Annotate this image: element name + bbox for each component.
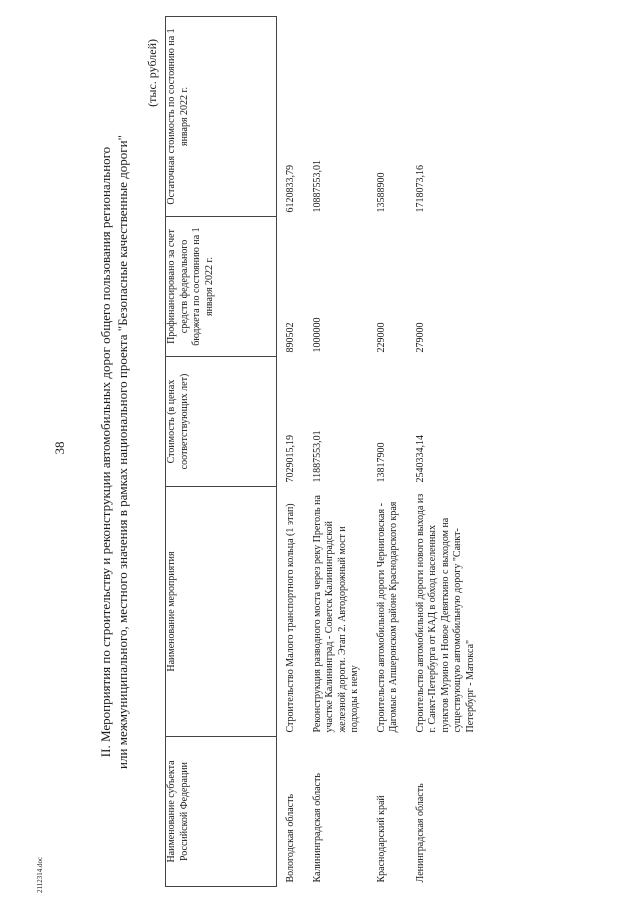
header-region: Наименование субъекта Российской Федерации — [166, 737, 277, 887]
rotated-content — [85, 17, 555, 887]
heading-line-1: II. Мероприятия по строительству и реконструкции автомобильных дорог общего пользования регионального — [98, 146, 113, 758]
cell-financed: 279000 — [414, 322, 426, 353]
table-header-row — [166, 17, 277, 887]
cell-region: Ленинградская область — [414, 783, 426, 883]
cell-cost: 2540334,14 — [414, 435, 426, 483]
events-table — [165, 16, 483, 887]
cell-cost: 11887553,01 — [311, 430, 323, 483]
heading-line-2: или межмуниципального, местного значения в рамках национального проекта "Безопасные качественные дороги" — [115, 135, 130, 769]
section-heading — [97, 17, 131, 887]
header-financed: Профинансировано за счет средств федерального бюджета по состоянию на 1 января 2022 г. — [166, 217, 277, 357]
table-row — [407, 17, 484, 887]
cell-event: Реконструкция разводного моста через реку Преголь на участке Калининград - Советск Калининградской железной дороги. Этап 2. Автодорожный мост и подходы к нему — [311, 495, 360, 733]
header-event: Наименование мероприятия — [166, 487, 277, 737]
cell-residual: 6120833,79 — [285, 165, 296, 213]
cell-event: Строительство автомобильной дороги Черниговская - Дагомыс в Апшеронском районе Краснодарского края — [375, 501, 399, 733]
table-row — [368, 17, 407, 887]
cell-cost: 7029015,19 — [285, 435, 296, 483]
table-row — [304, 17, 368, 887]
cell-financed: 890502 — [285, 322, 296, 353]
cell-residual: 13588900 — [375, 172, 387, 213]
header-residual: Остаточная стоимость по состоянию на 1 января 2022 г. — [166, 17, 277, 217]
cell-event: Строительство автомобильной дороги нового выхода из г. Санкт-Петербурга от КАД в обход населенных пунктов Мурино и Новое Девяткино с выходом на существующую автомобильную дорогу "Санкт-Петербург - Матокса" — [414, 493, 476, 733]
table-row — [277, 17, 304, 887]
cell-financed: 1000000 — [311, 317, 323, 353]
cell-cost: 13817900 — [375, 442, 387, 483]
footer-filename: 2112314.doc — [36, 856, 44, 893]
page-number: 38 — [52, 441, 67, 455]
cell-region: Калининградская область — [311, 773, 323, 883]
cell-region: Краснодарский край — [375, 795, 387, 883]
cell-event: Строительство Малого транспортного кольца (1 этап) — [285, 503, 296, 733]
header-cost: Стоимость (в ценах соответствующих лет) — [166, 357, 277, 487]
cell-residual: 10887553,01 — [311, 160, 323, 213]
cell-region: Вологодская область — [285, 793, 296, 883]
cell-financed: 229000 — [375, 322, 387, 353]
unit-label: (тыс. рублей) — [145, 39, 159, 107]
cell-residual: 1718073,16 — [414, 165, 426, 213]
